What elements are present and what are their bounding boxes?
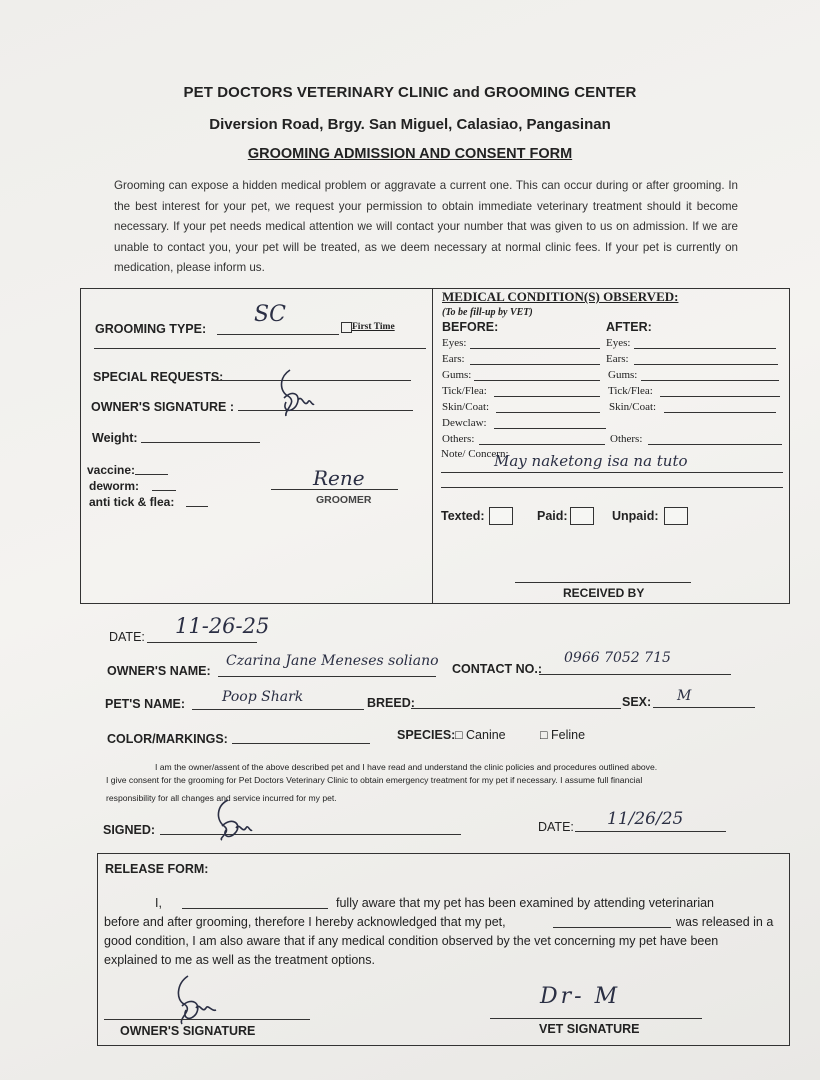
contact-label: CONTACT NO.: — [452, 662, 543, 676]
clinic-name: PET DOCTORS VETERINARY CLINIC and GROOMING CENTER — [183, 84, 637, 101]
before-ears-line[interactable] — [470, 364, 600, 365]
clinic-address: Diversion Road, Brgy. San Miguel, Calasiao, Pangasinan — [209, 116, 611, 133]
after-ears-label: Ears: — [606, 353, 629, 365]
release-text-4: good condition, I am also aware that if any medical condition observed by the vet concerning my pet have been — [104, 934, 719, 948]
before-dewclaw-label: Dewclaw: — [442, 417, 487, 429]
weight-line[interactable] — [141, 442, 260, 443]
pet-name-label: PET'S NAME: — [105, 697, 186, 711]
release-text-5: explained to me as well as the treatment options. — [104, 953, 375, 967]
after-label: AFTER: — [606, 320, 652, 334]
anti-tick-label: anti tick & flea: — [89, 495, 175, 509]
before-label: BEFORE: — [442, 320, 499, 334]
weight-label: Weight: — [92, 431, 138, 445]
anti-tick-line[interactable] — [186, 506, 208, 507]
grooming-type-label: GROOMING TYPE: — [95, 322, 207, 336]
consent-date-label: DATE: — [538, 820, 574, 834]
release-owner-name-line[interactable] — [182, 908, 328, 909]
consent-line-1: I am the owner/assent of the above described pet and I have read and understand the clinic policies and procedures outlined above. — [155, 762, 658, 772]
vet-signature-value[interactable]: Dr- M — [540, 984, 621, 1009]
grooming-type-line — [217, 334, 339, 335]
received-by-label: RECEIVED BY — [563, 586, 645, 600]
special-requests-label: SPECIAL REQUESTS: — [93, 370, 224, 384]
before-gums-line[interactable] — [474, 380, 600, 381]
groomer-line — [271, 489, 398, 490]
medical-title: MEDICAL CONDITION(S) OBSERVED: — [442, 289, 679, 304]
before-gums-label: Gums: — [442, 369, 472, 381]
intro-paragraph: Grooming can expose a hidden medical problem or aggravate a current one. This can occur during or after grooming. In the best interest for your pet, we request your permission to obtain immediate veterinary treatment should it become necessary. If your pet needs medical attention we will contact your number that was given to us on admission. If we are unable to contact you, your pet will be treated, as we deem necessary at normal clinic fees. If your pet is currently on medication, please inform us. — [114, 179, 738, 274]
before-tick-line[interactable] — [494, 396, 600, 397]
unpaid-label: Unpaid: — [612, 509, 659, 523]
after-skin-line[interactable] — [664, 412, 776, 413]
signed-label: SIGNED: — [103, 823, 156, 837]
after-eyes-line[interactable] — [634, 348, 776, 349]
before-ears-label: Ears: — [442, 353, 465, 365]
color-markings-label: COLOR/MARKINGS: — [107, 732, 228, 746]
sex-value[interactable]: M — [677, 688, 692, 704]
owner-name-value[interactable]: Czarina Jane Meneses soliano — [226, 653, 439, 669]
before-dewclaw-line[interactable] — [494, 428, 606, 429]
before-skin-line[interactable] — [496, 412, 600, 413]
before-others-line[interactable] — [479, 444, 605, 445]
note-label: Note/ Concern: — [441, 448, 509, 460]
after-tick-line[interactable] — [660, 396, 780, 397]
signed-line[interactable] — [160, 834, 461, 835]
medical-subtitle: (To be fill-up by VET) — [442, 307, 533, 318]
release-owner-signature-line[interactable] — [104, 1019, 310, 1020]
release-owner-signature-label: OWNER'S SIGNATURE — [120, 1024, 256, 1038]
deworm-label: deworm: — [89, 479, 140, 493]
vet-signature-line — [490, 1018, 702, 1019]
species-feline-option[interactable]: □ Feline — [540, 728, 586, 742]
vaccine-label: vaccine: — [87, 463, 136, 477]
first-time-checkbox[interactable] — [341, 322, 352, 333]
vaccine-line[interactable] — [135, 474, 168, 475]
date-value[interactable]: 11-26-25 — [175, 614, 270, 638]
contact-value[interactable]: 0966 7052 715 — [564, 650, 671, 666]
after-eyes-label: Eyes: — [606, 337, 631, 349]
after-tick-label: Tick/Flea: — [608, 385, 653, 397]
note-line-1 — [441, 472, 783, 473]
color-markings-line[interactable] — [232, 743, 370, 744]
before-skin-label: Skin/Coat: — [442, 401, 490, 413]
owner-signature-scribble-1 — [268, 366, 318, 420]
paid-checkbox[interactable] — [570, 507, 594, 525]
release-text-3: was released in a — [676, 915, 774, 929]
form-title: GROOMING ADMISSION AND CONSENT FORM — [247, 146, 573, 162]
deworm-line[interactable] — [152, 490, 176, 491]
received-by-line[interactable] — [515, 582, 691, 583]
consent-signature-scribble — [210, 796, 256, 842]
consent-date-line — [575, 831, 726, 832]
species-label: SPECIES: — [397, 728, 456, 742]
paid-label: Paid: — [537, 509, 568, 523]
before-tick-label: Tick/Flea: — [442, 385, 487, 397]
sex-label: SEX: — [622, 695, 652, 709]
consent-date-value[interactable]: 11/26/25 — [607, 809, 684, 829]
grooming-type-value[interactable]: SC — [254, 302, 286, 327]
after-gums-label: Gums: — [608, 369, 638, 381]
after-gums-line[interactable] — [641, 380, 779, 381]
release-title: RELEASE FORM: — [105, 862, 209, 876]
texted-checkbox[interactable] — [489, 507, 513, 525]
texted-label: Texted: — [441, 509, 485, 523]
owner-signature-label: OWNER'S SIGNATURE : — [91, 400, 235, 414]
groomer-value[interactable]: Rene — [313, 466, 365, 490]
consent-line-3: responsibility for all changes and service incurred for my pet. — [106, 793, 337, 803]
after-others-line[interactable] — [648, 444, 782, 445]
species-canine-option[interactable]: □ Canine — [455, 728, 506, 742]
after-others-label: Others: — [610, 433, 643, 445]
release-text-1: fully aware that my pet has been examined by attending veterinarian — [336, 896, 715, 910]
release-pet-name-line[interactable] — [553, 927, 671, 928]
note-line-2 — [441, 487, 783, 488]
owner-name-label: OWNER'S NAME: — [107, 664, 211, 678]
sex-line — [653, 707, 755, 708]
after-skin-label: Skin/Coat: — [609, 401, 657, 413]
owner-signature-line[interactable] — [238, 410, 413, 411]
date-label: DATE: — [109, 630, 145, 644]
consent-line-2: I give consent for the grooming for Pet Doctors Veterinary Clinic to obtain emergency treatment for my pet if necessary. I assume full financial — [106, 775, 643, 785]
before-eyes-label: Eyes: — [442, 337, 467, 349]
pet-name-line — [192, 709, 364, 710]
grooming-type-extra-line — [94, 348, 426, 349]
box-divider — [432, 288, 433, 604]
release-i-label: I, — [155, 896, 162, 910]
first-time-label: First Time — [352, 322, 395, 332]
breed-line[interactable] — [411, 708, 621, 709]
pet-name-value[interactable]: Poop Shark — [222, 689, 304, 705]
release-text-2: before and after grooming, therefore I hereby acknowledged that my pet, — [104, 915, 506, 929]
contact-line — [539, 674, 731, 675]
vet-signature-label: VET SIGNATURE — [539, 1022, 640, 1036]
note-value[interactable]: May naketong isa na tuto — [494, 452, 688, 470]
owner-name-line — [218, 676, 436, 677]
before-others-label: Others: — [442, 433, 475, 445]
before-eyes-line[interactable] — [470, 348, 600, 349]
breed-label: BREED: — [367, 696, 415, 710]
after-ears-line[interactable] — [634, 364, 778, 365]
date-line — [147, 642, 257, 643]
groomer-label: GROOMER — [316, 494, 372, 506]
unpaid-checkbox[interactable] — [664, 507, 688, 525]
